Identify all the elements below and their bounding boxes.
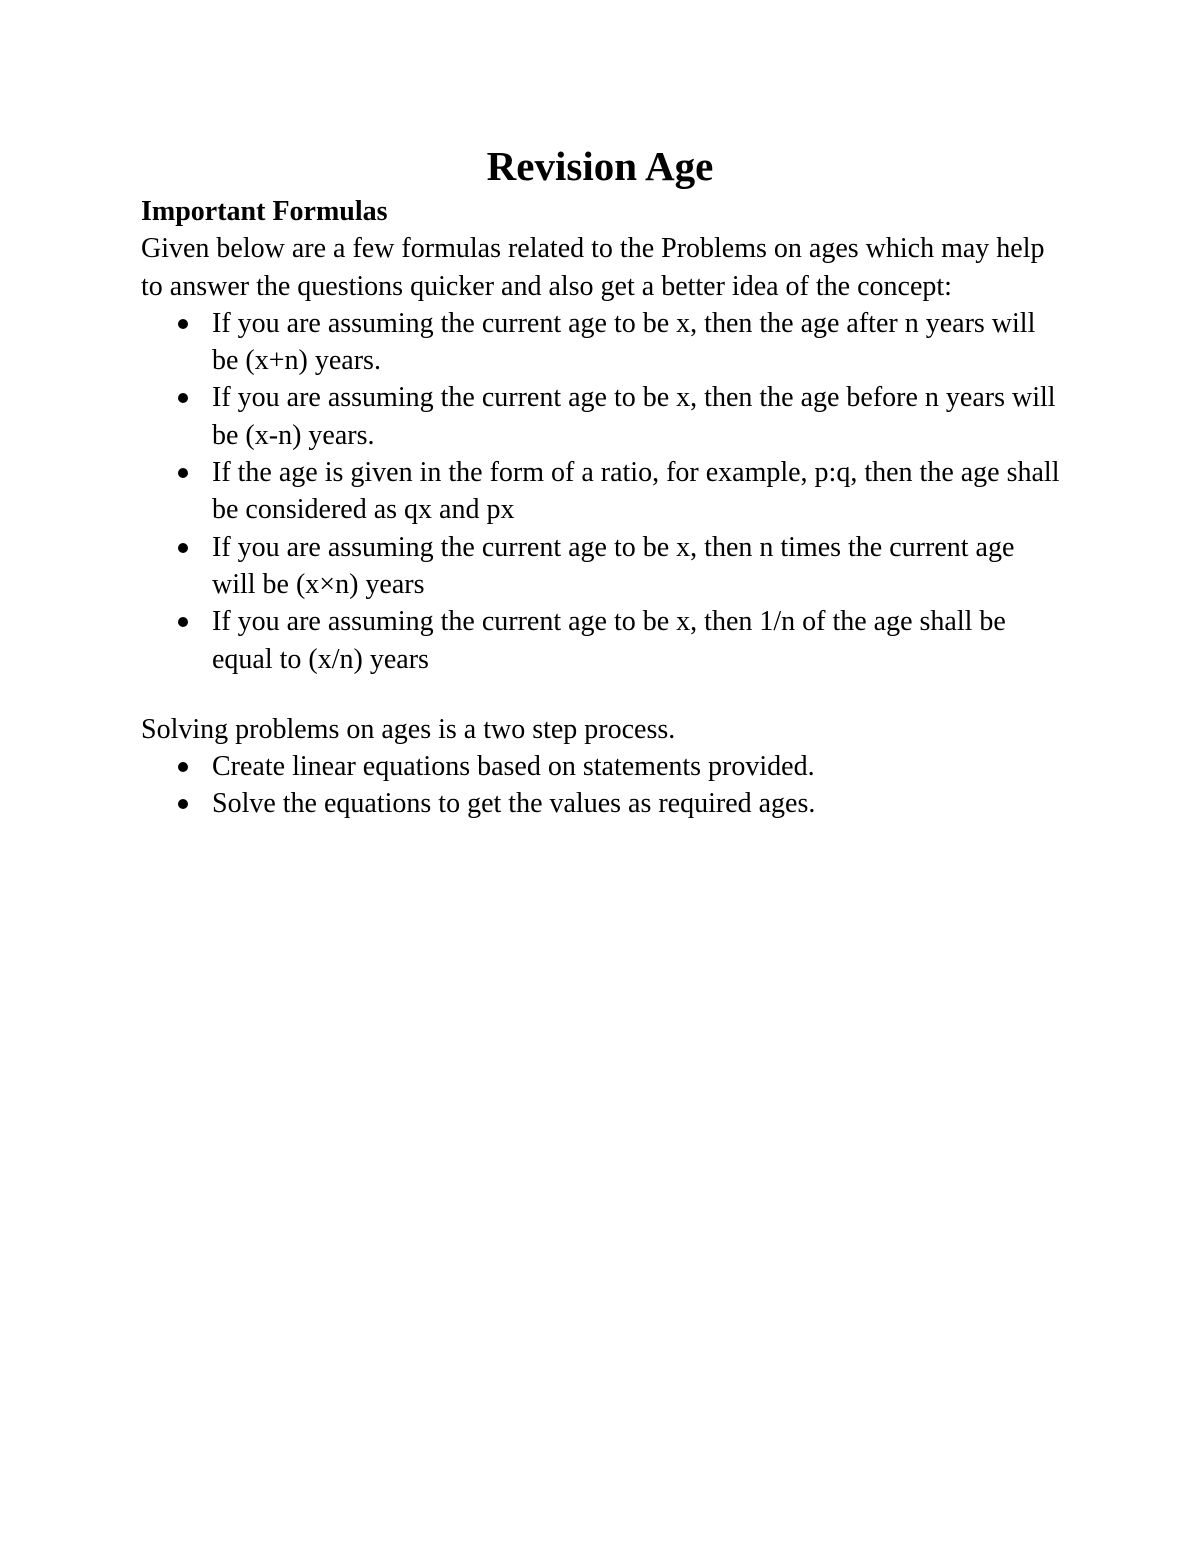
list-item-text: If you are assuming the current age to be x, then n times the current age will be (x×n) years bbox=[212, 531, 1015, 600]
bullet-icon bbox=[178, 762, 188, 772]
list-item-text: Solve the equations to get the values as required ages. bbox=[212, 788, 816, 820]
list-item bbox=[141, 785, 1061, 822]
list-item bbox=[141, 305, 1061, 380]
list-item bbox=[141, 454, 1061, 529]
bullet-icon bbox=[178, 799, 188, 809]
list-item bbox=[141, 603, 1061, 678]
bullet-icon bbox=[178, 468, 188, 478]
list-item-text: If the age is given in the form of a ratio, for example, p:q, then the age shall be considered as qx and px bbox=[212, 457, 1060, 526]
page-title: Revision Age bbox=[486, 143, 714, 189]
bullet-icon bbox=[178, 543, 188, 553]
list-item bbox=[141, 379, 1061, 454]
bullet-icon bbox=[178, 319, 188, 329]
formula-list bbox=[141, 305, 1061, 678]
intro-paragraph: Given below are a few formulas related to the Problems on ages which may help to answer the questions quicker and also get a better idea of the concept: bbox=[141, 233, 1045, 302]
list-item-text: Create linear equations based on statements provided. bbox=[212, 751, 815, 783]
paragraph-gap bbox=[141, 678, 1061, 711]
list-item-text: If you are assuming the current age to be x, then the age after n years will be (x+n) years. bbox=[212, 307, 1036, 377]
steps-intro-paragraph: Solving problems on ages is a two step process. bbox=[141, 713, 676, 745]
list-item-text: If you are assuming the current age to be x, then the age before n years will be (x-n) years. bbox=[212, 382, 1056, 451]
list-item bbox=[141, 748, 1061, 785]
bullet-icon bbox=[178, 617, 188, 627]
bullet-icon bbox=[178, 393, 188, 403]
list-item bbox=[141, 529, 1061, 604]
section-heading: Important Formulas bbox=[141, 196, 388, 227]
steps-list bbox=[141, 748, 1061, 823]
document-body bbox=[141, 193, 1061, 823]
list-item-text: If you are assuming the current age to be x, then 1/n of the age shall be equal to (x/n) years bbox=[212, 606, 1006, 675]
